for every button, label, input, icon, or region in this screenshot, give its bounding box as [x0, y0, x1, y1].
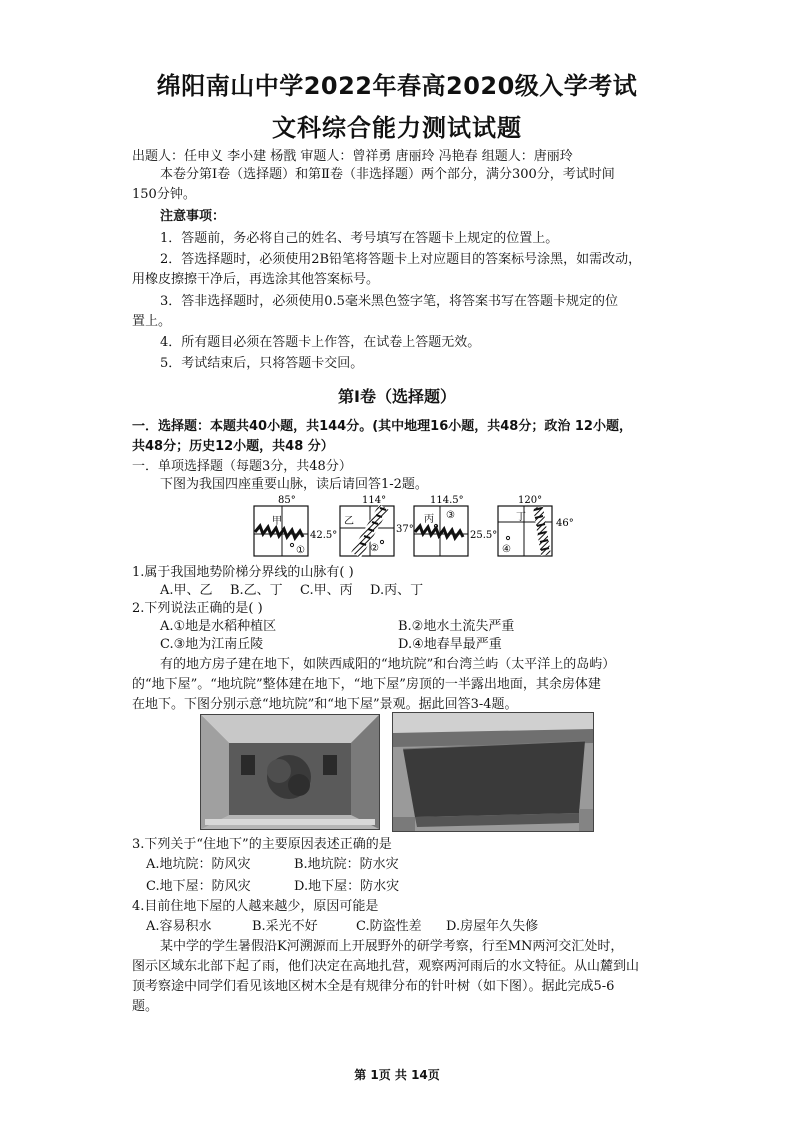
site-mark-4: ④ [502, 544, 511, 555]
intro-line-2: 150分钟。 [132, 187, 196, 202]
mountain-name-bing: 丙 [424, 514, 434, 525]
photo-dixiawu [392, 712, 594, 832]
site-mark-3: ③ [446, 510, 455, 521]
part-heading: 一．选择题：本题共40小题，共144分。(其中地理16小题，共48分；政治 12小题， [132, 419, 632, 434]
question-stem-3-4: 有的地方房子建在地下，如陕西咸阳的“地坑院”和台湾兰屿（太平洋上的岛屿） [160, 657, 616, 672]
question-3-stem: 3.下列关于“住地下”的主要原因表述正确的是 [132, 837, 392, 852]
q3-option-c: C.地下屋：防风灾 [146, 879, 251, 894]
longitude-label-120: 120° [518, 495, 543, 506]
q4-option-b: B.采光不好 [252, 919, 318, 934]
question-stem-1-2: 下图为我国四座重要山脉，读后请回答1-2题。 [160, 477, 428, 492]
question-stem-3-4-cont: 的“地下屋”。“地坑院”整体建在地下，“地下屋”房顶的一半露出地面，其余房体建 [132, 677, 601, 692]
longitude-label-85: 85° [278, 495, 296, 506]
q3-option-d: D.地下屋：防水灾 [294, 879, 400, 894]
latitude-label-42-5: 42.5° [310, 530, 338, 541]
notice-heading: 注意事项： [160, 209, 226, 224]
question-1-stem: 1.属于我国地势阶梯分界线的山脉有( ) [132, 565, 354, 580]
longitude-label-114: 114° [362, 495, 387, 506]
q2-option-a: A.①地是水稻种植区 [160, 619, 277, 634]
mountain-panel-ding [498, 495, 574, 556]
q4-option-c: C.防盗性差 [356, 919, 422, 934]
notice-item-2: 2．答选择题时，必须使用2B铅笔将答题卡上对应题目的答案标号涂黑，如需改动， [160, 252, 642, 267]
question-stem-5-6-cont2: 顶考察途中同学们看见该地区树木全是有规律分布的针叶树（如下图）。据此完成5-6 [132, 979, 615, 994]
exam-subtitle: 文科综合能力测试试题 [272, 114, 522, 142]
q3-option-a: A.地坑院：防风灾 [146, 857, 251, 872]
latitude-label-25-5: 25.5° [470, 530, 498, 541]
page-number: 第 1页 共 14页 [354, 1068, 440, 1082]
q2-option-b: B.②地水土流失严重 [398, 619, 515, 634]
q1-option-a: A.甲、乙 [160, 583, 213, 598]
author-line: 出题人：任申义 李小建 杨戬 审题人：曾祥勇 唐丽玲 冯艳春 组题人：唐丽玲 [132, 149, 573, 164]
mountain-name-yi: 乙 [344, 516, 354, 527]
mountain-panel-yi [340, 495, 414, 556]
section-title: 第Ⅰ卷（选择题） [338, 387, 456, 406]
notice-item-3: 3．答非选择题时，必须使用0.5毫米黑色签字笔，将答案书写在答题卡规定的位 [160, 294, 618, 309]
intro-line-1: 本卷分第Ⅰ卷（选择题）和第Ⅱ卷（非选择题）两个部分，满分300分，考试时间 [160, 167, 615, 182]
mountain-name-jia: 甲 [272, 516, 282, 527]
question-stem-5-6-cont: 图示区域东北部下起了雨，他们决定在高地扎营，观察两河雨后的水文特征。从山麓到山 [132, 959, 640, 974]
latitude-label-46: 46° [556, 518, 574, 529]
site-mark-1: ① [296, 545, 305, 556]
q1-option-c: C.甲、丙 [300, 583, 353, 598]
q1-option-b: B.乙、丁 [230, 583, 283, 598]
mountain-panel-bing [414, 495, 497, 556]
q4-option-a: A.容易积水 [146, 919, 212, 934]
notice-item-5: 5．考试结束后，只将答题卡交回。 [160, 356, 364, 371]
latitude-label-37: 37° [396, 524, 414, 535]
exam-title: 绵阳南山中学2022年春高2020级入学考试 [156, 72, 638, 100]
notice-item-1: 1．答题前，务必将自己的姓名、考号填写在答题卡上规定的位置上。 [160, 231, 559, 246]
q1-option-d: D.丙、丁 [370, 583, 424, 598]
question-4-stem: 4.目前住地下屋的人越来越少，原因可能是 [132, 899, 379, 914]
notice-item-2-cont: 用橡皮擦擦干净后，再选涂其他答案标号。 [132, 272, 380, 287]
photo-dikengyuan [200, 714, 380, 830]
mountain-panel-jia [254, 495, 337, 556]
notice-item-4: 4．所有题目必须在答题卡上作答，在试卷上答题无效。 [160, 335, 481, 350]
longitude-label-114-5: 114.5° [430, 495, 464, 506]
question-stem-3-4-cont2: 在地下。下图分别示意“地坑院”和“地下屋”景观。据此回答3-4题。 [132, 697, 518, 712]
site-mark-2: ② [370, 543, 379, 554]
question-2-stem: 2.下列说法正确的是( ) [132, 601, 263, 616]
notice-item-3-cont: 置上。 [132, 314, 172, 329]
q2-option-d: D.④地春旱最严重 [398, 637, 502, 652]
part-heading-cont: 共48分；历史12小题，共48 分） [132, 439, 334, 454]
question-stem-5-6-cont3: 题。 [132, 999, 159, 1014]
question-stem-5-6: 某中学的学生暑假沿K河溯源而上开展野外的研学考察，行至MN两河交汇处时， [160, 939, 624, 954]
mountain-diagram [252, 492, 582, 562]
q2-option-c: C.③地为江南丘陵 [160, 637, 264, 652]
mountain-name-ding: 丁 [516, 512, 526, 523]
q3-option-b: B.地坑院：防水灾 [294, 857, 399, 872]
q4-option-d: D.房屋年久失修 [446, 919, 539, 934]
subpart-heading: 一．单项选择题（每题3分，共48分） [132, 459, 352, 474]
